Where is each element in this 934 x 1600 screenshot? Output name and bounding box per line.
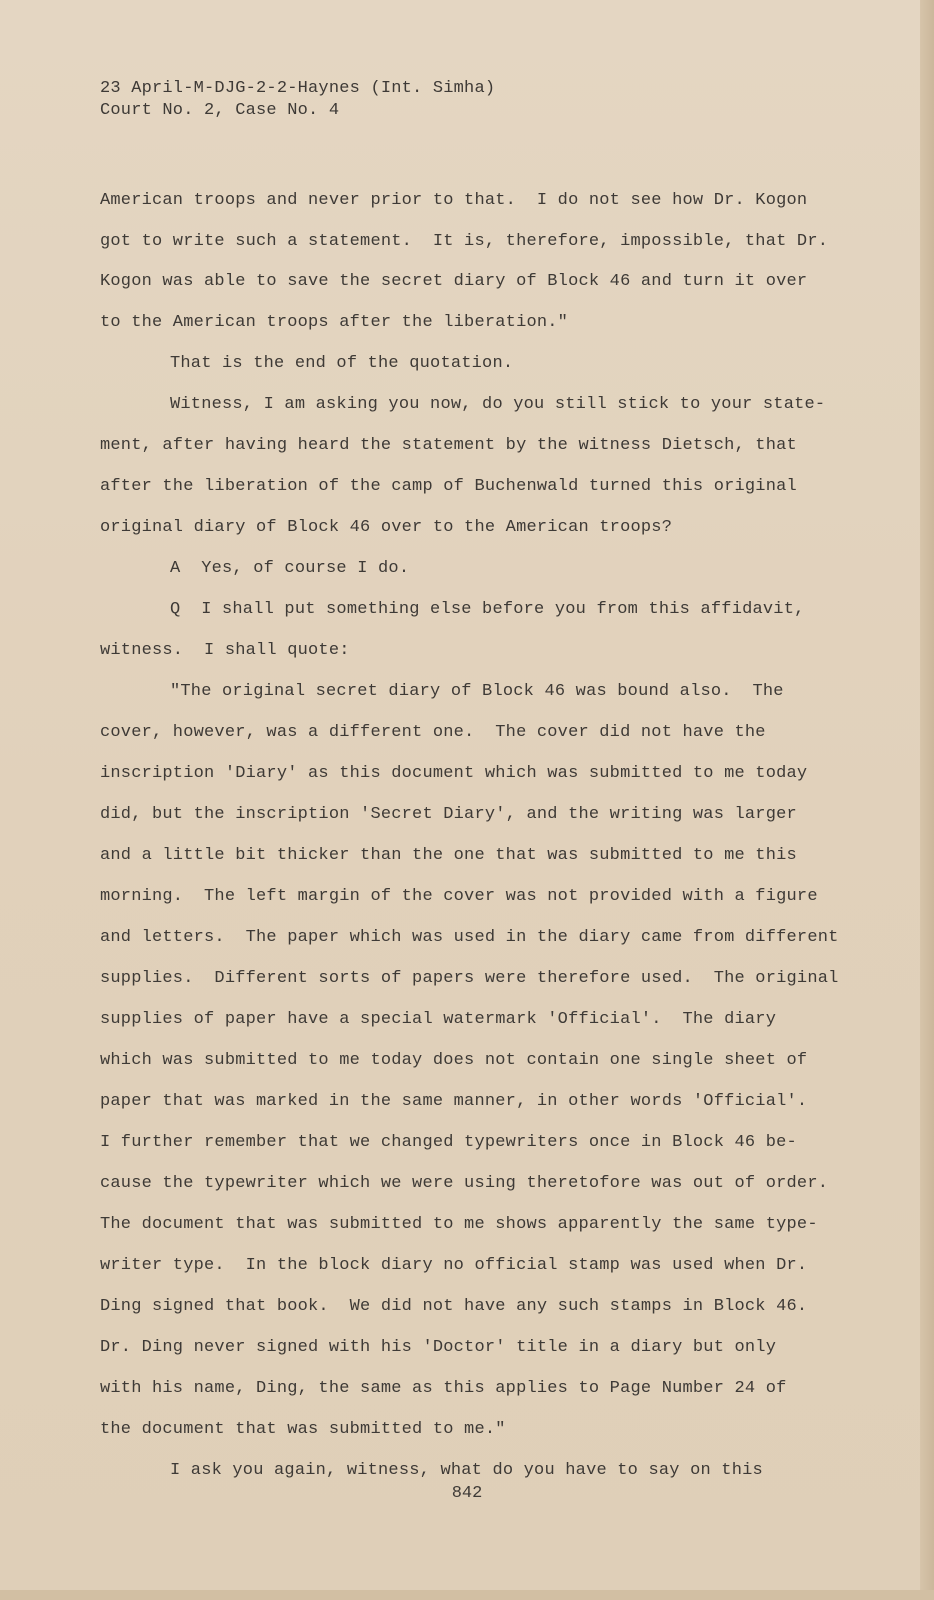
body-line-21: supplies of paper have a special watermark 'Official'. The diary	[100, 1010, 777, 1029]
body-line-30: with his name, Ding, the same as this applies to Page Number 24 of	[100, 1379, 787, 1398]
body-line-3: Kogon was able to save the secret diary of Block 46 and turn it over	[100, 272, 808, 291]
body-line-29: Dr. Ding never signed with his 'Doctor' title in a diary but only	[100, 1338, 777, 1357]
body-line-15: inscription 'Diary' as this document which was submitted to me today	[100, 764, 808, 783]
body-line-13: "The original secret diary of Block 46 was bound also. The	[170, 682, 784, 701]
document-header	[100, 78, 495, 122]
body-line-20: supplies. Different sorts of papers were therefore used. The original	[100, 969, 839, 988]
body-line-17: and a little bit thicker than the one that was submitted to me this	[100, 846, 797, 865]
body-line-8: after the liberation of the camp of Buchenwald turned this original	[100, 477, 797, 496]
body-line-16: did, but the inscription 'Secret Diary', and the writing was larger	[100, 805, 797, 824]
body-line-11: Q I shall put something else before you from this affidavit,	[170, 600, 805, 619]
body-line-27: writer type. In the block diary no official stamp was used when Dr.	[100, 1256, 808, 1275]
body-line-1: American troops and never prior to that. I do not see how Dr. Kogon	[100, 191, 808, 210]
header-line-2: Court No. 2, Case No. 4	[100, 101, 340, 120]
page-edge-bottom	[0, 1590, 934, 1600]
body-line-7: ment, after having heard the statement by the witness Dietsch, that	[100, 436, 797, 455]
header-line-1: 23 April-M-DJG-2-2-Haynes (Int. Simha)	[100, 79, 496, 98]
body-line-28: Ding signed that book. We did not have any such stamps in Block 46.	[100, 1297, 808, 1316]
body-line-22: which was submitted to me today does not contain one single sheet of	[100, 1051, 808, 1070]
page-number: 842	[451, 1484, 483, 1503]
body-line-4: to the American troops after the liberation."	[100, 313, 569, 332]
body-line-18: morning. The left margin of the cover was not provided with a figure	[100, 887, 818, 906]
body-line-5: That is the end of the quotation.	[170, 354, 514, 373]
body-line-6: Witness, I am asking you now, do you still stick to your state-	[170, 395, 826, 414]
page-edge-right	[920, 0, 934, 1600]
body-line-31: the document that was submitted to me."	[100, 1420, 506, 1439]
body-line-12: witness. I shall quote:	[100, 641, 350, 660]
body-line-2: got to write such a statement. It is, therefore, impossible, that Dr.	[100, 232, 829, 251]
body-line-9: original diary of Block 46 over to the American troops?	[100, 518, 673, 537]
body-line-32: I ask you again, witness, what do you have to say on this	[170, 1461, 763, 1480]
body-line-25: cause the typewriter which we were using theretofore was out of order.	[100, 1174, 829, 1193]
body-line-14: cover, however, was a different one. The cover did not have the	[100, 723, 766, 742]
body-line-23: paper that was marked in the same manner, in other words 'Official'.	[100, 1092, 808, 1111]
body-line-10: A Yes, of course I do.	[170, 559, 410, 578]
body-line-19: and letters. The paper which was used in the diary came from different	[100, 928, 839, 947]
body-line-24: I further remember that we changed typewriters once in Block 46 be-	[100, 1133, 797, 1152]
body-line-26: The document that was submitted to me shows apparently the same type-	[100, 1215, 818, 1234]
